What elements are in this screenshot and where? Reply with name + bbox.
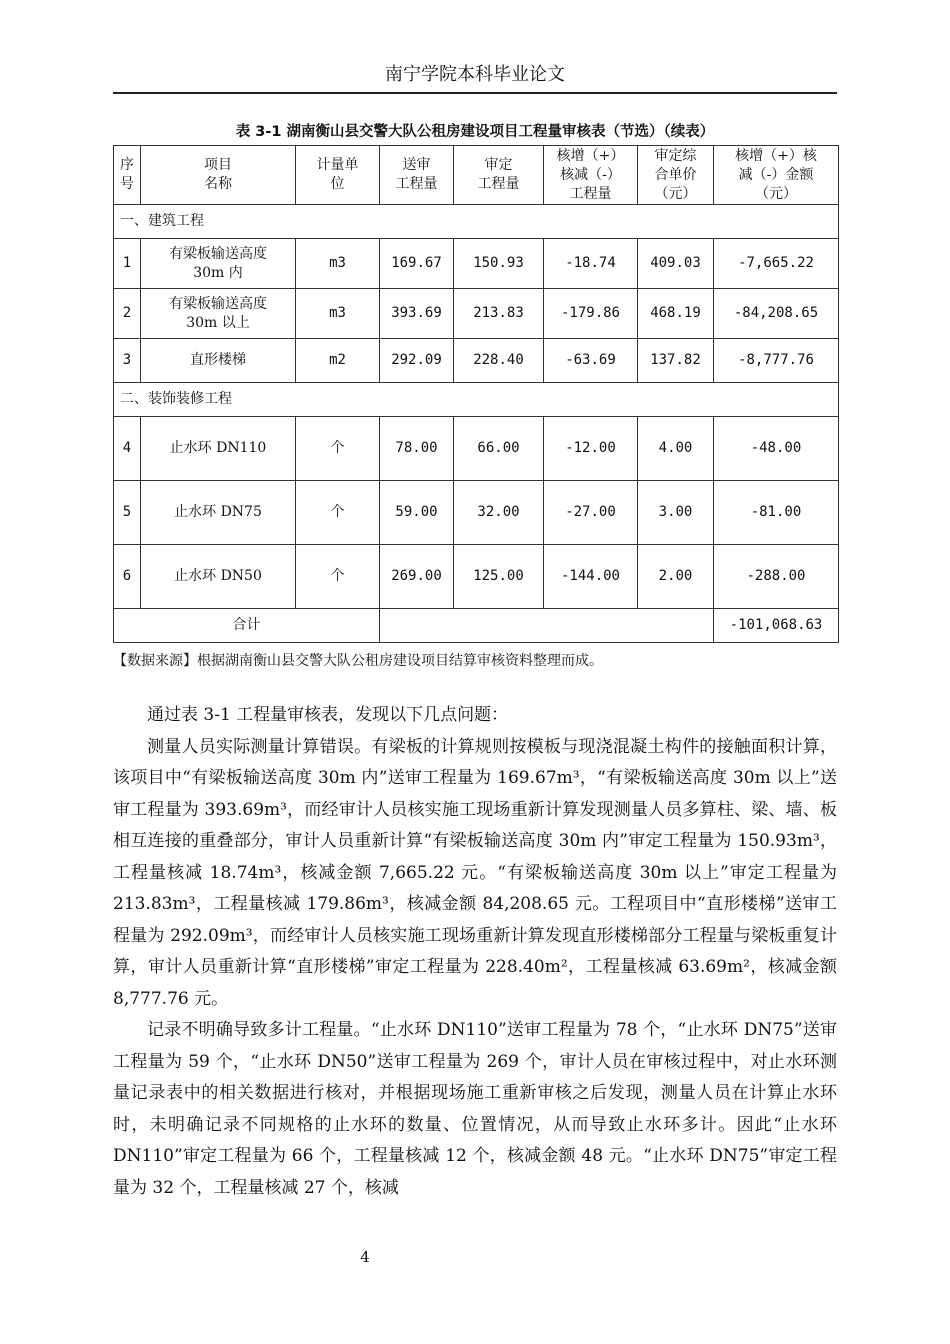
row-unit: m2 xyxy=(296,339,380,383)
body-text xyxy=(113,700,837,1204)
row-name: 直形楼梯 xyxy=(141,339,296,383)
page-header: 南宁学院本科毕业论文 xyxy=(113,58,837,94)
row-approved: 125.00 xyxy=(454,545,544,609)
column-header: 核增（+） 核减（-） 工程量 xyxy=(544,146,638,205)
row-no: 6 xyxy=(114,545,141,609)
quantity-review-table xyxy=(113,145,839,643)
data-source-note: 【数据来源】根据湖南衡山县交警大队公租房建设项目结算审核资料整理而成。 xyxy=(113,653,603,669)
row-no: 2 xyxy=(114,289,141,339)
column-header: 审定综 合单价 （元） xyxy=(638,146,714,205)
row-submitted: 59.00 xyxy=(380,481,454,545)
row-unit: 个 xyxy=(296,417,380,481)
total-empty-cell xyxy=(380,609,714,643)
table-row xyxy=(114,339,839,383)
section-row xyxy=(114,205,839,239)
row-name: 止水环 DN75 xyxy=(141,481,296,545)
row-submitted: 169.67 xyxy=(380,239,454,289)
table-row xyxy=(114,289,839,339)
row-submitted: 78.00 xyxy=(380,417,454,481)
row-name: 有梁板输送高度 30m 内 xyxy=(141,239,296,289)
row-approved: 213.83 xyxy=(454,289,544,339)
row-price: 468.19 xyxy=(638,289,714,339)
row-amount: -81.00 xyxy=(714,481,839,545)
table-header-row xyxy=(114,146,839,205)
section-title: 一、建筑工程 xyxy=(114,205,839,239)
row-price: 409.03 xyxy=(638,239,714,289)
row-approved: 66.00 xyxy=(454,417,544,481)
row-unit: m3 xyxy=(296,289,380,339)
row-diff: -63.69 xyxy=(544,339,638,383)
row-no: 4 xyxy=(114,417,141,481)
total-row xyxy=(114,609,839,643)
row-name: 止水环 DN50 xyxy=(141,545,296,609)
column-header: 计量单 位 xyxy=(296,146,380,205)
table-row xyxy=(114,545,839,609)
row-amount: -7,665.22 xyxy=(714,239,839,289)
section-title: 二、装饰装修工程 xyxy=(114,383,839,417)
row-name: 有梁板输送高度 30m 以上 xyxy=(141,289,296,339)
row-diff: -12.00 xyxy=(544,417,638,481)
row-submitted: 292.09 xyxy=(380,339,454,383)
row-unit: m3 xyxy=(296,239,380,289)
paragraph: 通过表 3-1 工程量审核表，发现以下几点问题： xyxy=(147,705,509,725)
row-unit: 个 xyxy=(296,481,380,545)
column-header: 审定 工程量 xyxy=(454,146,544,205)
row-approved: 32.00 xyxy=(454,481,544,545)
column-header: 送审 工程量 xyxy=(380,146,454,205)
table-row xyxy=(114,417,839,481)
total-label: 合计 xyxy=(114,609,380,643)
row-diff: -18.74 xyxy=(544,239,638,289)
column-header: 项目 名称 xyxy=(141,146,296,205)
row-unit: 个 xyxy=(296,545,380,609)
row-no: 3 xyxy=(114,339,141,383)
row-amount: -288.00 xyxy=(714,545,839,609)
paragraph: 记录不明确导致多计工程量。“止水环 DN110”送审工程量为 78 个，“止水环 DN75”送审工程量为 59 个，“止水环 DN50”送审工程量为 269 个，审计人员在审核过程中，对止水环测量记录表中的相关数据进行核对，并根据现场施工重新审核之后发现，测量人员在计算止水环时，未明确记录不同规格的止水环的数量、位置情况，从而导致止水环多计。因此“止水环 DN110”审定工程量为 66 个，工程量核减 12 个，核减金额 48 元。“止水环 DN75”审定工程量为 32 个，工程量核减 27 个，核减 xyxy=(113,1020,837,1198)
row-price: 4.00 xyxy=(638,417,714,481)
row-diff: -27.00 xyxy=(544,481,638,545)
row-price: 137.82 xyxy=(638,339,714,383)
table-caption: 表 3-1 湖南衡山县交警大队公租房建设项目工程量审核表（节选）（续表） xyxy=(235,124,715,140)
section-row xyxy=(114,383,839,417)
row-amount: -84,208.65 xyxy=(714,289,839,339)
row-approved: 150.93 xyxy=(454,239,544,289)
total-amount: -101,068.63 xyxy=(714,609,839,643)
table-row xyxy=(114,239,839,289)
row-no: 5 xyxy=(114,481,141,545)
column-header: 序 号 xyxy=(114,146,141,205)
row-price: 2.00 xyxy=(638,545,714,609)
row-price: 3.00 xyxy=(638,481,714,545)
row-submitted: 393.69 xyxy=(380,289,454,339)
row-name: 止水环 DN110 xyxy=(141,417,296,481)
row-diff: -179.86 xyxy=(544,289,638,339)
row-amount: -48.00 xyxy=(714,417,839,481)
column-header: 核增（+）核 减（-）金额 （元） xyxy=(714,146,839,205)
row-no: 1 xyxy=(114,239,141,289)
row-diff: -144.00 xyxy=(544,545,638,609)
table-row xyxy=(114,481,839,545)
row-amount: -8,777.76 xyxy=(714,339,839,383)
row-submitted: 269.00 xyxy=(380,545,454,609)
row-approved: 228.40 xyxy=(454,339,544,383)
page-number: 4 xyxy=(360,1248,370,1266)
paragraph: 测量人员实际测量计算错误。有梁板的计算规则按模板与现浇混凝土构件的接触面积计算，该项目中“有梁板输送高度 30m 内”送审工程量为 169.67m³，“有梁板输送高度 30m 以上”送审工程量为 393.69m³，而经审计人员核实施工现场重新计算发现测量人员多算柱、梁、墙、板相互连接的重叠部分，审计人员重新计算“有梁板输送高度 30m 内”审定工程量为 150.93m³，工程量核减 18.74m³，核减金额 7,665.22 元。“有梁板输送高度 30m 以上”审定工程量为 213.83m³，工程量核减 179.86m³，核减金额 84,208.65 元。工程项目中“直形楼梯”送审工程量为 292.09m³，而经审计人员核实施工现场重新计算发现直形楼梯部分工程量与梁板重复计算，审计人员重新计算“直形楼梯”审定工程量为 228.40m²，工程量核减 63.69m²，核减金额 8,777.76 元。 xyxy=(113,736,837,1009)
